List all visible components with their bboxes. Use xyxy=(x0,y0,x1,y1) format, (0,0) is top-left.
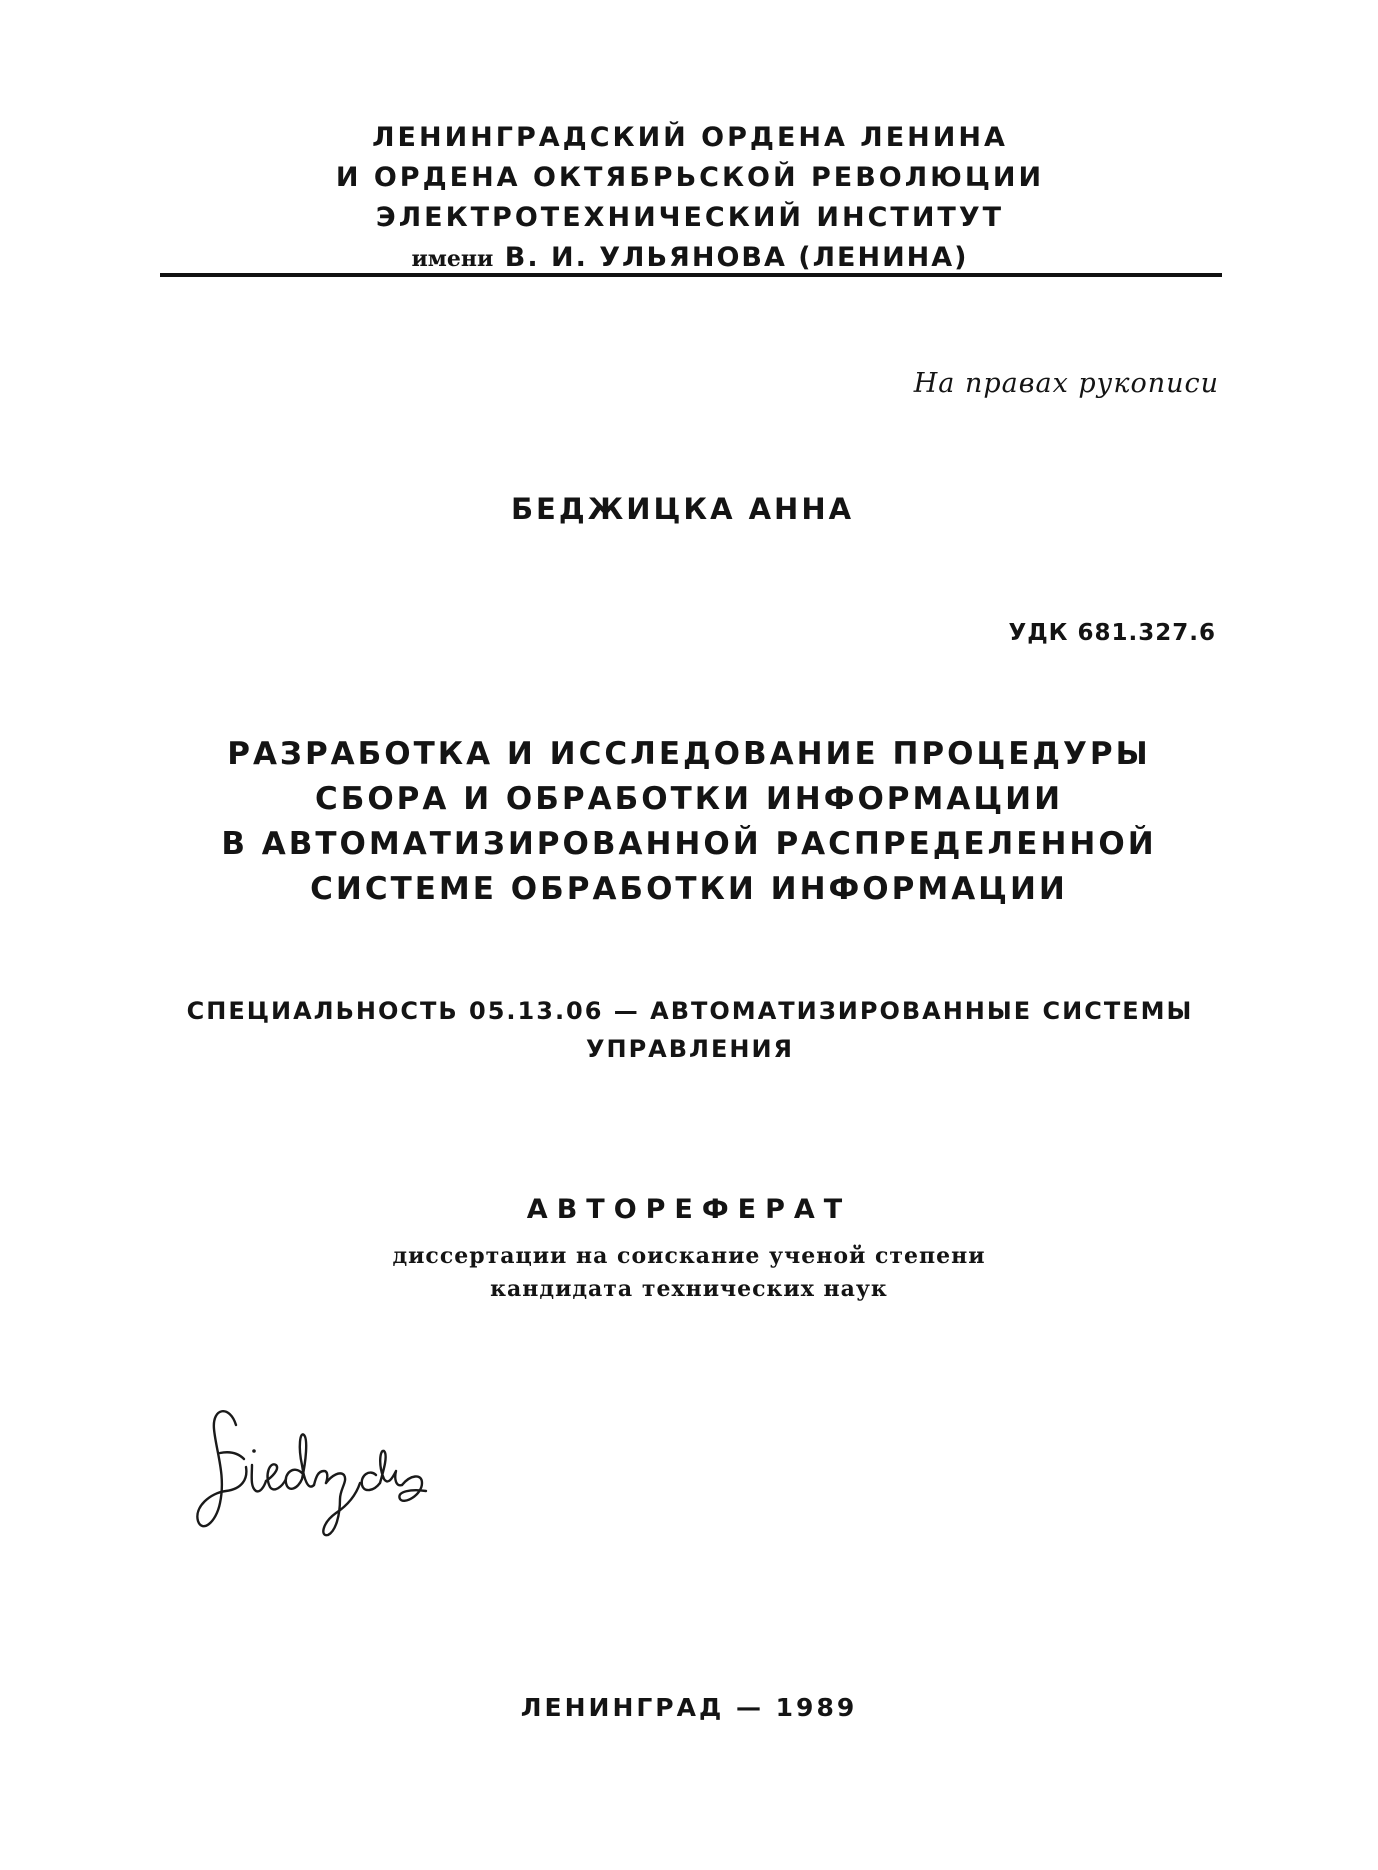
udc-code: УДК 681.327.6 xyxy=(1008,620,1216,646)
title-line-1: РАЗРАБОТКА И ИССЛЕДОВАНИЕ ПРОЦЕДУРЫ xyxy=(227,736,1151,772)
speciality xyxy=(160,992,1220,1068)
dissertation-title xyxy=(160,732,1218,912)
institution-line-1: ЛЕНИНГРАДСКИЙ ОРДЕНА ЛЕНИНА xyxy=(372,122,1008,153)
author-name xyxy=(0,492,1378,526)
handwritten-signature-icon xyxy=(190,1395,430,1545)
institution-line-3: ЭЛЕКТРОТЕХНИЧЕСКИЙ ИНСТИТУТ xyxy=(375,202,1005,233)
abstract-description-line-2: кандидата технических наук xyxy=(490,1276,888,1302)
speciality-line-2: УПРАВЛЕНИЯ xyxy=(585,1035,795,1063)
title-line-4: СИСТЕМЕ ОБРАБОТКИ ИНФОРМАЦИИ xyxy=(310,871,1068,907)
abstract-label: АВТОРЕФЕРАТ xyxy=(526,1194,852,1225)
title-line-3: В АВТОМАТИЗИРОВАННОЙ РАСПРЕДЕЛЕННОЙ xyxy=(221,826,1157,862)
title-line-2: СБОРА И ОБРАБОТКИ ИНФОРМАЦИИ xyxy=(314,781,1064,817)
manuscript-rights-note: На правах рукописи xyxy=(913,368,1219,399)
abstract-description-line-1: диссертации на соискание ученой степени xyxy=(392,1243,986,1269)
speciality-line-1: СПЕЦИАЛЬНОСТЬ 05.13.06 — АВТОМАТИЗИРОВАННЫЕ СИСТЕМЫ xyxy=(186,997,1194,1025)
institution-namesake: В. И. УЛЬЯНОВА (ЛЕНИНА) xyxy=(504,242,969,273)
place-and-year: ЛЕНИНГРАД — 1989 xyxy=(520,1693,858,1722)
institution-line-2: И ОРДЕНА ОКТЯБРЬСКОЙ РЕВОЛЮЦИИ xyxy=(335,162,1045,193)
abstract-description xyxy=(0,1240,1378,1306)
institution-name-prefix: имени xyxy=(411,246,494,272)
institution-header xyxy=(160,118,1220,279)
author-name-text: БЕДЖИЦКА АННА xyxy=(510,492,855,526)
header-divider xyxy=(160,273,1222,277)
